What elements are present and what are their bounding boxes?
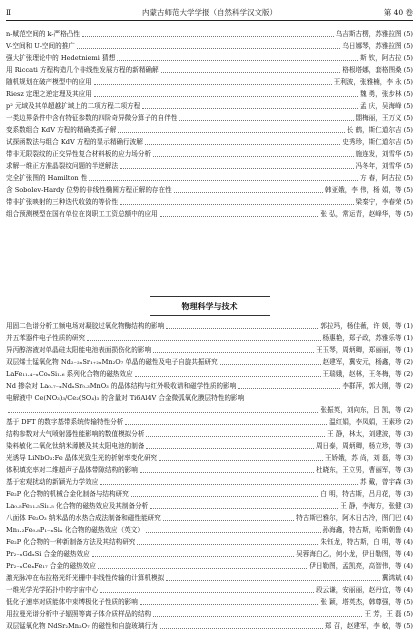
entry-authors: 冀鸿斌 xyxy=(381,574,402,582)
leader-dots xyxy=(82,36,334,37)
leader-dots xyxy=(220,364,321,365)
entry-title: 试探函数法与组合 KdV 方程的显示精确行波解 xyxy=(6,138,143,146)
entry-issue: (5) xyxy=(403,138,413,146)
toc-entry xyxy=(6,524,413,536)
entry-title: V-空间和 U-空间的推广 xyxy=(6,42,75,50)
entry-issue: (4) xyxy=(403,550,413,558)
leader-dots xyxy=(100,592,314,593)
entry-title: Pr₂₋ₓGdₓSi 合金的磁热效应 xyxy=(6,550,90,558)
entry-authors: 閤梅丽，王万义 xyxy=(355,114,402,122)
leader-dots xyxy=(159,460,323,461)
leader-dots xyxy=(150,508,338,509)
toc-entry xyxy=(6,596,413,608)
entry-issue: (4) xyxy=(403,586,413,594)
entry-issue: (5) xyxy=(403,210,413,218)
entry-title: 一维光学光学拓扑中的宇宙中心 xyxy=(6,586,99,594)
entry-title: p² 元域及其单超越扩域上的二项方程二项方程 xyxy=(6,102,141,110)
entry-authors: 郑 召，赵建军，李 敏，等 xyxy=(324,622,402,630)
entry-title: 激光脉冲在布拉格光纤光栅中非线性传输的计算机模拟 xyxy=(6,574,165,582)
entry-issue: (2) xyxy=(403,370,413,378)
leader-dots xyxy=(135,376,321,377)
leader-dots xyxy=(8,412,318,413)
leader-dots xyxy=(153,352,314,353)
leader-dots xyxy=(94,96,358,97)
entry-title: Fe₂P 化合物的机械合金化制备与结构研究 xyxy=(6,490,129,498)
entry-issue: (5) xyxy=(403,186,413,194)
leader-dots xyxy=(117,60,358,61)
entry-issue: (5) xyxy=(403,622,413,630)
toc-entry xyxy=(6,476,413,488)
toc-entry xyxy=(6,112,413,124)
toc-entry xyxy=(6,64,413,76)
entry-issue: (5) xyxy=(403,114,413,122)
leader-dots xyxy=(161,72,341,73)
entry-issue: (1) xyxy=(403,346,413,354)
entry-authors: 段云谦，安丽丽，赵丹宜，等 xyxy=(315,586,402,594)
toc-entry xyxy=(6,88,413,100)
toc-entry xyxy=(6,356,413,368)
entry-authors: 格根塔娜，套格图桑 xyxy=(342,66,402,74)
entry-title: 电解液中 Ce(NO₃)₃/Ce₂(SO₄)₃ 的含量对 Ti6Al4V 合金微弧氧化膜层特性的影响 xyxy=(6,394,245,402)
running-head xyxy=(6,6,413,21)
entry-authors: 孟 庆，吴海峰 xyxy=(359,102,402,110)
entry-title: 带非无限裂纹的正交异性复合材料板的应力场分析 xyxy=(6,150,152,158)
entry-title: 用固二色谱分析工频电场对凝胶过氧化物酶结构的影响 xyxy=(6,322,165,330)
entry-authors: 张 弘，常运青，赵峰华，等 xyxy=(320,210,402,218)
toc-entry xyxy=(6,320,413,332)
toc-entry xyxy=(6,620,413,632)
leader-dots xyxy=(140,604,319,605)
entry-authors: 王 芳，王 磊 xyxy=(364,610,402,618)
entry-issue: (5) xyxy=(403,610,413,618)
entry-authors: 梁秦宁，李春荣 xyxy=(355,198,402,206)
leader-dots xyxy=(166,328,318,329)
entry-title: 双层锰氧化物 NdSr₂Mn₂O₇ 的磁性和自旋玻璃行为 xyxy=(6,622,158,630)
entry-title: 低化子速率对质能体中束缚极化子性质的影响 xyxy=(6,598,138,606)
entry-authors: 王瑞娥，赵林，王冬梅，等 xyxy=(322,370,402,378)
leader-dots xyxy=(131,496,319,497)
math-entries-list xyxy=(6,28,413,220)
toc-entry xyxy=(6,512,413,524)
toc-entry xyxy=(6,428,413,440)
leader-dots xyxy=(174,192,323,193)
toc-entry xyxy=(6,572,413,584)
entry-issue: (5) xyxy=(403,42,413,50)
toc-entry xyxy=(6,124,413,136)
leader-dots xyxy=(137,544,318,545)
entry-authors: 周日泰，周炳卿，杨立珍，等 xyxy=(315,442,402,450)
entry-title: 基于宏观扰动的新颖光力学效应 xyxy=(6,478,99,486)
leader-dots xyxy=(120,204,353,205)
leader-dots xyxy=(160,628,323,629)
leader-dots xyxy=(140,472,314,473)
leader-dots xyxy=(146,532,321,533)
leader-dots xyxy=(100,484,358,485)
toc-entry xyxy=(6,100,413,112)
entry-authors: 王玉琴，周炳卿，郑丽丽，等 xyxy=(315,346,402,354)
entry-issue: (3) xyxy=(403,442,413,450)
entry-authors: 冯冬年，刘雪华 xyxy=(355,162,402,170)
entry-title: n-赋范空间的 k-严格凸性 xyxy=(6,30,81,38)
entry-issue: (5) xyxy=(403,126,413,134)
toc-entry xyxy=(6,500,413,512)
entry-authors: 白 明，特古斯，吕月花，等 xyxy=(320,490,402,498)
entry-title: 结构参数对大气喷射器性能影响的数值模拟分析 xyxy=(6,430,145,438)
entry-authors: 王利波，张雅楠，李 永 xyxy=(333,78,402,86)
entry-title: LaFe₁₁.₄₋ₓCoₓSi₁.₆ 系列化合物的磁热效应 xyxy=(6,370,133,378)
leader-dots xyxy=(166,580,380,581)
entry-authors: 王娇娥，苏 尚，刘 磊，等 xyxy=(324,454,402,462)
leader-dots xyxy=(125,424,327,425)
entry-issue: (4) xyxy=(403,574,413,582)
leader-dots xyxy=(160,216,319,217)
entry-authors: 长 鹤，斯仁道尔吉 xyxy=(346,126,402,134)
toc-entry xyxy=(6,368,413,380)
entry-title: 异丙醇溶液对单晶硅太阳能电池表面损伤化的影响 xyxy=(6,346,152,354)
entry-title: 光诱导 LiNbO₃:Fe 晶体光致生光的折射率变化研究 xyxy=(6,454,158,462)
entry-issue: (2) xyxy=(403,382,413,390)
entry-authors: 孙海鑫，特古斯，哈斯朝鲁 xyxy=(322,526,402,534)
entry-authors: 李群萍，郭大刚，等 xyxy=(342,382,402,390)
entry-authors: 施连发，刘雪华 xyxy=(355,150,402,158)
leader-dots xyxy=(145,144,341,145)
entry-title: 一类边界条件中含有特征参数的四阶奇异微分算子的自伴性 xyxy=(6,114,178,122)
entry-authors: 韩亚娥，李 伟，杨 娟，等 xyxy=(324,186,402,194)
entry-title: Fe₂P 化合物的一种新制备方法及其结构研究 xyxy=(6,538,136,546)
leader-dots xyxy=(94,84,332,85)
toc-entry xyxy=(6,392,413,404)
entry-title: 基于 DFT 的数字基带系统传输特性分析 xyxy=(6,418,124,426)
entry-issue: (2) xyxy=(403,406,413,414)
toc-entry xyxy=(6,584,413,596)
section-rule-bottom xyxy=(150,315,270,316)
toc-entry xyxy=(6,332,413,344)
toc-entry xyxy=(6,136,413,148)
leader-dots xyxy=(179,120,353,121)
journal-title: 内蒙古师范大学学报（自然科学汉文版） xyxy=(142,8,277,17)
entry-authors: 温红娟，李凤娟，王素珍 xyxy=(329,418,402,426)
entry-issue: (3) xyxy=(403,466,413,474)
entry-authors: 王 静，林太，刘建波，等 xyxy=(327,430,402,438)
toc-entry xyxy=(6,172,413,184)
entry-issue: (5) xyxy=(403,174,413,182)
entry-authors: 乌吉斯古楞，苏雅拉图 xyxy=(335,30,402,38)
entry-issue: (5) xyxy=(403,162,413,170)
entry-title: 随机规划在破产模型中的应用 xyxy=(6,78,92,86)
entry-authors: 斯 钦，阿古拉 xyxy=(359,54,402,62)
toc-entry xyxy=(6,344,413,356)
entry-authors: 魏 勇，张步林 xyxy=(359,90,402,98)
entry-authors: 王 静，李海方，张健 xyxy=(340,502,402,510)
entry-authors: 伊日勒图，孟凯亮，高智伟，等 xyxy=(309,562,402,570)
page-number: Ⅱ xyxy=(6,8,12,17)
entry-issue: (2) xyxy=(403,358,413,366)
toc-entry xyxy=(6,404,413,416)
entry-authors: 朱钰龙，特古斯，白 明，等 xyxy=(320,538,402,546)
toc-entry xyxy=(6,452,413,464)
toc-entry xyxy=(6,608,413,620)
entry-title: 组合预测模型在国有单位在岗职工工资总额中的应用 xyxy=(6,210,158,218)
entry-issue: (5) xyxy=(403,78,413,86)
entry-issue: (4) xyxy=(403,538,413,546)
entry-issue: (1) xyxy=(403,334,413,342)
entry-issue: (4) xyxy=(403,562,413,570)
entry-issue: (5) xyxy=(403,90,413,98)
toc-entry xyxy=(6,536,413,548)
leader-dots xyxy=(153,156,353,157)
leader-dots xyxy=(153,616,362,617)
entry-authors: 史秀珍，斯仁道尔吉 xyxy=(342,138,402,146)
leader-dots xyxy=(89,180,358,181)
entry-issue: (5) xyxy=(403,198,413,206)
entry-authors: 吴蓉海白乙，何小龙，伊日勒图，等 xyxy=(296,550,402,558)
toc-entry xyxy=(6,52,413,64)
section-title: 物理科学与技术 xyxy=(181,302,238,311)
toc-entry xyxy=(6,380,413,392)
entry-authors: 方 春，阿古拉 xyxy=(359,174,402,182)
entry-title: 八面体 Fe₂O₃ 纳米晶的水热合成法制备和磁性能研究 xyxy=(6,514,161,522)
leader-dots xyxy=(98,568,307,569)
entry-title: Mn₁.₂Fe₀.₈P₁₋ₓSiₓ 化合物的磁热效应（英文） xyxy=(6,526,144,534)
entry-title: Riesz 定理之逆定理及其应用 xyxy=(6,90,92,98)
entry-issue: (5) xyxy=(403,102,413,110)
toc-entry xyxy=(6,28,413,40)
leader-dots xyxy=(238,388,340,389)
entry-title: 双层烯土锰氧化物 Nd₂₋₂ₓSr₁₊₂ₓMn₂O₇ 单晶的磁性及电子自旋共振研究 xyxy=(6,358,218,366)
toc-entry xyxy=(6,416,413,428)
toc-entry xyxy=(6,464,413,476)
entry-issue: (5) xyxy=(403,54,413,62)
entry-title: Nd 掺杂对 La₀.₇₋ₓNdₓSr₀.₃MnO₃ 的晶体结构与红外吸收谱和磁学性质的影响 xyxy=(6,382,237,390)
entry-authors: 张振英，刘向东，吕 凯，等 xyxy=(320,406,402,414)
toc-entry xyxy=(6,440,413,452)
entry-authors: 郭拉玛，杨佳薇，许 媛，等 xyxy=(320,322,402,330)
entry-title: 求解一维正方准晶裂纹问题的半逆解法 xyxy=(6,162,119,170)
entry-issue: (5) xyxy=(403,66,413,74)
entry-title: 用拉曼光谱分析中子辐照等离子体介质样品的结构 xyxy=(6,610,152,618)
entry-title: 体积填充率对二维超声子晶体带隙结构的影响 xyxy=(6,466,138,474)
entry-issue: (2) xyxy=(403,418,413,426)
leader-dots xyxy=(163,520,294,521)
entry-issue: (3) xyxy=(403,490,413,498)
entry-authors: 杜晓东，王立男，曹丽军，等 xyxy=(315,466,402,474)
entry-authors: 苏 戴，曾宇森 xyxy=(359,478,402,486)
entry-title: 用 Riccati 方程构造几个非线性发展方程的新精确解 xyxy=(6,66,159,74)
leader-dots xyxy=(77,48,340,49)
volume-label: 第 40 卷 xyxy=(383,8,413,17)
toc-entry xyxy=(6,40,413,52)
entry-title: 强大扩张理论中的 Hedetniemi 猜想 xyxy=(6,54,116,62)
entry-authors: 杨惠艳，郑子政，苏雅乐等 xyxy=(322,334,402,342)
leader-dots xyxy=(146,436,325,437)
toc-entry xyxy=(6,76,413,88)
leader-dots xyxy=(146,448,313,449)
entry-issue: (5) xyxy=(403,150,413,158)
toc-entry xyxy=(6,184,413,196)
entry-issue: (4) xyxy=(403,526,413,534)
leader-dots xyxy=(142,108,358,109)
entry-issue: (4) xyxy=(403,514,413,522)
entry-issue: (3) xyxy=(403,502,413,510)
leader-dots xyxy=(92,556,294,557)
entry-issue: (3) xyxy=(403,454,413,462)
entry-title: Pr₂₋ₓCeₓFe₁₇ 合金的磁热效应 xyxy=(6,562,96,570)
toc-entry xyxy=(6,196,413,208)
toc-entry xyxy=(6,160,413,172)
entry-authors: 乌日娜琴，苏雅拉图 xyxy=(342,42,402,50)
entry-title: 染料敏化二氧化钛纳米薄膜及其太阳电池的制备 xyxy=(6,442,145,450)
entry-authors: 张 颖，塔英杰，韩尊强，等 xyxy=(320,598,402,606)
toc-entry xyxy=(6,560,413,572)
entry-title: 变系数组合 KdV 方程的精确类孤子解 xyxy=(6,126,117,134)
toc-entry xyxy=(6,488,413,500)
entry-issue: (5) xyxy=(403,30,413,38)
entry-title: 带非扩张映射的三种迭代收敛的等价性 xyxy=(6,198,119,206)
entry-title: La₀.₅Fe₁₁.₅Si₁.₅ 化合物的磁热效应及其制备分析 xyxy=(6,502,149,510)
section-rule-top xyxy=(150,296,270,297)
entry-issue: (3) xyxy=(403,430,413,438)
leader-dots xyxy=(87,340,320,341)
toc-entry xyxy=(6,208,413,220)
entry-issue: (1) xyxy=(403,322,413,330)
entry-title: 完全扩张图的 Hamilton 性 xyxy=(6,174,88,182)
entry-issue: (5) xyxy=(403,598,413,606)
entry-title: 并五苯器件电子性质的研究 xyxy=(6,334,86,342)
physics-entries-list xyxy=(6,320,413,632)
leader-dots xyxy=(118,132,344,133)
toc-entry xyxy=(6,548,413,560)
entry-title: 含 Sobolev-Hardy 位势的非线性椭圆方程正解的存在性 xyxy=(6,186,172,194)
leader-dots xyxy=(120,168,353,169)
toc-entry xyxy=(6,148,413,160)
entry-authors: 赵建军，冀安元，杨鑫，等 xyxy=(322,358,402,366)
entry-issue: (3) xyxy=(403,478,413,486)
entry-authors: 特古斯巴雅尔，阿木日古冷，图门巴 xyxy=(296,514,402,522)
